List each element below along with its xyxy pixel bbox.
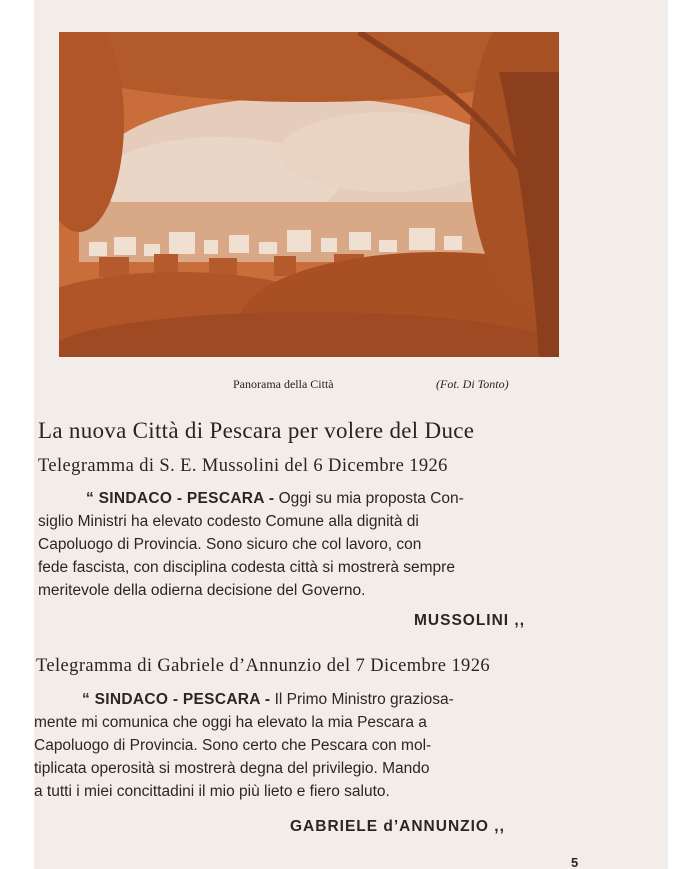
telegram-2-line: a tutti i miei concittadini il mio più lieto e fiero saluto. bbox=[34, 783, 390, 800]
telegram-2-opener: “ SINDACO - PESCARA - bbox=[82, 691, 271, 708]
telegram-2-line: Capoluogo di Provincia. Sono certo che Pescara con mol- bbox=[34, 737, 432, 754]
article-headline: La nuova Città di Pescara per volere del Duce bbox=[38, 418, 475, 443]
document-page bbox=[34, 0, 668, 869]
city-panorama-photo bbox=[59, 32, 559, 357]
telegram-1-opener: “ SINDACO - PESCARA - bbox=[86, 490, 275, 507]
telegram-1-line: meritevole della odierna decisione del Governo. bbox=[38, 582, 366, 599]
telegram-2-line: mente mi comunica che oggi ha elevato la mia Pescara a bbox=[34, 714, 427, 731]
telegram-1-body bbox=[38, 487, 578, 602]
telegram-1-line: fede fascista, con disciplina codesta città si mostrerà sempre bbox=[38, 559, 455, 576]
telegram-1-line: siglio Ministri ha elevato codesto Comune alla dignità di bbox=[38, 513, 419, 530]
photo-caption: Panorama della Città bbox=[233, 377, 334, 391]
telegram-1-line: Capoluogo di Provincia. Sono sicuro che col lavoro, con bbox=[38, 536, 422, 553]
telegram-1-line: “ SINDACO - PESCARA - Oggi su mia proposta Con- bbox=[86, 490, 464, 507]
telegram-1-signature: MUSSOLINI ,, bbox=[414, 612, 526, 629]
telegram-1-title: Telegramma di S. E. Mussolini del 6 Dicembre 1926 bbox=[38, 456, 448, 476]
photo-caption-row bbox=[34, 377, 668, 395]
panorama-illustration bbox=[59, 32, 559, 357]
telegram-2-title: Telegramma di Gabriele d’Annunzio del 7 Dicembre 1926 bbox=[36, 656, 490, 676]
telegram-2-line: “ SINDACO - PESCARA - Il Primo Ministro graziosa- bbox=[82, 691, 454, 708]
telegram-2-signature: GABRIELE d’ANNUNZIO ,, bbox=[290, 818, 505, 835]
telegram-2-body bbox=[34, 688, 578, 803]
telegram-2-line: tiplicata operosità si mostrerà degna del privilegio. Mando bbox=[34, 760, 430, 777]
photo-credit: (Fot. Di Tonto) bbox=[436, 377, 509, 391]
page-number: 5 bbox=[571, 855, 579, 869]
